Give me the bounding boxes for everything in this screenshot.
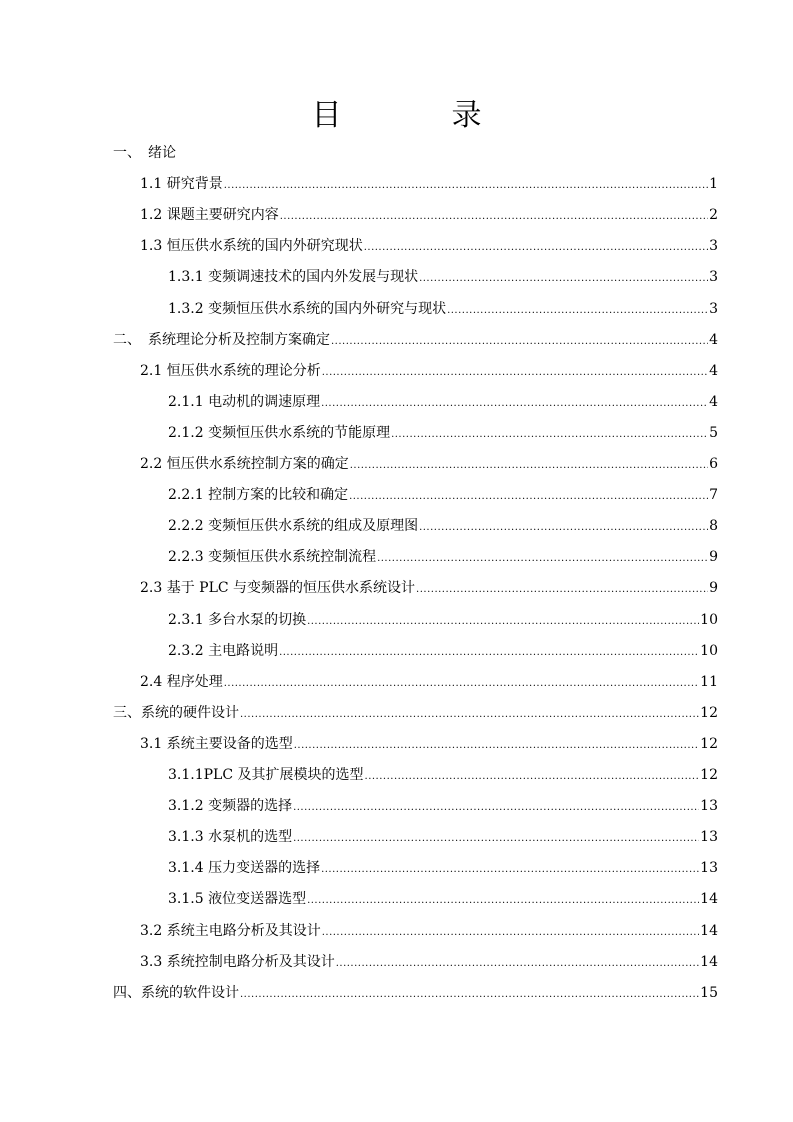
toc-page-number: 9 xyxy=(709,580,718,597)
toc-entry[interactable] xyxy=(168,641,718,661)
toc-dot-leader xyxy=(321,394,708,414)
toc-entry[interactable] xyxy=(140,236,718,256)
toc-page-number: 7 xyxy=(709,487,718,504)
toc-page-number: 9 xyxy=(709,549,718,566)
toc-page-number: 14 xyxy=(700,922,718,939)
toc-entry[interactable] xyxy=(168,858,718,878)
toc-entry-label: 1.3 恒压供水系统的国内外研究现状 xyxy=(140,238,363,255)
toc-page-number: 13 xyxy=(700,798,718,815)
toc-entry-label: 2.3.2 主电路说明 xyxy=(168,642,279,659)
toc-dot-leader xyxy=(307,612,699,632)
toc-entry-label: 1.2 课题主要研究内容 xyxy=(140,207,279,224)
toc-entry-label: 3.2 系统主电路分析及其设计 xyxy=(140,922,321,939)
toc-page-number: 3 xyxy=(709,269,718,286)
toc-page-number: 1 xyxy=(709,176,718,193)
toc-entry[interactable] xyxy=(168,765,718,785)
toc-entry-label: 3.1.1PLC 及其扩展模块的选型 xyxy=(168,767,364,783)
toc-entry-label: 3.1 系统主要设备的选型 xyxy=(140,735,293,752)
toc-page-number: 14 xyxy=(700,891,718,908)
toc-dot-leader xyxy=(419,518,708,538)
toc-dot-leader xyxy=(364,238,708,258)
toc-entry-label: 3.1.2 变频器的选择 xyxy=(168,798,293,815)
toc-page-number: 11 xyxy=(700,673,718,690)
toc-dot-leader xyxy=(322,923,699,943)
toc-entry-label: 2.1.1 电动机的调速原理 xyxy=(168,393,321,410)
toc-entry-label: 2.1 恒压供水系统的理论分析 xyxy=(140,362,321,379)
toc-entry-label: 三、系统的硬件设计 xyxy=(113,704,239,721)
toc-entry[interactable] xyxy=(140,672,718,692)
toc-dot-leader xyxy=(321,860,699,880)
toc-dot-leader xyxy=(293,829,699,849)
toc-dot-leader xyxy=(279,643,699,663)
toc-entry-label: 2.1.2 变频恒压供水系统的节能原理 xyxy=(168,424,391,441)
toc-entry-label: 3.1.3 水泵机的选型 xyxy=(168,829,293,846)
toc-dot-leader xyxy=(331,332,708,352)
toc-dot-leader xyxy=(224,674,699,694)
toc-entry[interactable] xyxy=(168,423,718,443)
toc-dot-leader xyxy=(391,425,708,445)
toc-entry[interactable] xyxy=(168,889,718,909)
toc-dot-leader xyxy=(322,363,708,383)
toc-dot-leader xyxy=(240,705,699,725)
toc-entry[interactable] xyxy=(140,205,718,225)
toc-entry-label: 一、 绪论 xyxy=(113,145,176,161)
toc-entry[interactable] xyxy=(140,921,718,941)
toc-dot-leader xyxy=(280,207,708,227)
toc-entry-label: 2.4 程序处理 xyxy=(140,673,223,690)
toc-dot-leader xyxy=(224,176,708,196)
toc-entry[interactable] xyxy=(168,610,718,630)
toc-entry[interactable] xyxy=(168,516,718,536)
toc-page-number: 13 xyxy=(700,829,718,846)
toc-page-number: 4 xyxy=(709,331,718,348)
toc-entry-label: 3.3 系统控制电路分析及其设计 xyxy=(140,953,335,970)
toc-entry-label: 2.3 基于 PLC 与变频器的恒压供水系统设计 xyxy=(140,580,416,597)
toc-dot-leader xyxy=(240,985,699,1005)
toc-dot-leader xyxy=(293,798,699,818)
toc-entry[interactable] xyxy=(168,796,718,816)
toc-page-number: 6 xyxy=(709,456,718,472)
toc-page-number: 8 xyxy=(709,518,718,535)
toc-dot-leader xyxy=(336,954,699,974)
toc-entry[interactable] xyxy=(113,983,718,1003)
toc-entry-label: 2.3.1 多台水泵的切换 xyxy=(168,611,307,628)
toc-entry-label: 1.3.2 变频恒压供水系统的国内外研究与现状 xyxy=(168,300,447,317)
toc-entry-label: 二、 系统理论分析及控制方案确定 xyxy=(113,331,330,348)
toc-page-number: 4 xyxy=(709,393,718,410)
toc-dot-leader xyxy=(349,487,708,507)
toc-page-number: 3 xyxy=(709,300,718,317)
toc-dot-leader xyxy=(350,456,708,476)
toc-page-number: 13 xyxy=(700,860,718,877)
toc-entry-label: 1.3.1 变频调速技术的国内外发展与现状 xyxy=(168,269,419,286)
toc-entry[interactable] xyxy=(168,267,718,287)
toc-page-number: 14 xyxy=(700,953,718,970)
page-title: 目 录 xyxy=(311,98,522,133)
toc-page-number: 12 xyxy=(700,767,718,783)
toc-entry-label: 2.2.2 变频恒压供水系统的组成及原理图 xyxy=(168,518,419,535)
toc-entry[interactable] xyxy=(113,143,718,163)
toc-page-number: 15 xyxy=(700,984,718,1001)
toc-entry[interactable] xyxy=(140,578,718,598)
toc-entry[interactable] xyxy=(140,734,718,754)
toc-entry[interactable] xyxy=(113,330,718,350)
toc-entry-label: 3.1.5 液位变送器选型 xyxy=(168,891,307,908)
toc-entry-label: 1.1 研究背景 xyxy=(140,176,223,193)
toc-entry[interactable] xyxy=(140,952,718,972)
toc-dot-leader xyxy=(307,891,699,911)
toc-dot-leader xyxy=(419,269,708,289)
toc-entry[interactable] xyxy=(140,454,718,474)
toc-entry[interactable] xyxy=(113,703,718,723)
toc-page-number: 12 xyxy=(700,704,718,721)
toc-page-number: 12 xyxy=(700,735,718,752)
toc-entry[interactable] xyxy=(168,299,718,319)
toc-entry-label: 2.2 恒压供水系统控制方案的确定 xyxy=(140,456,349,472)
toc-page-number: 4 xyxy=(709,362,718,379)
toc-dot-leader xyxy=(377,549,708,569)
toc-dot-leader xyxy=(365,767,700,787)
toc-dot-leader xyxy=(294,736,699,756)
toc-entry[interactable] xyxy=(168,485,718,505)
toc-dot-leader xyxy=(447,301,708,321)
toc-page-number: 10 xyxy=(700,611,718,628)
toc-entry[interactable] xyxy=(168,827,718,847)
toc-entry[interactable] xyxy=(140,174,718,194)
toc-page-number: 5 xyxy=(709,424,718,441)
toc-entry-label: 四、系统的软件设计 xyxy=(113,984,239,1001)
toc-entry[interactable] xyxy=(168,547,718,567)
toc-dot-leader xyxy=(416,580,708,600)
toc-page-number: 3 xyxy=(709,238,718,255)
toc-page-number: 10 xyxy=(700,642,718,659)
toc-entry-label: 2.2.3 变频恒压供水系统控制流程 xyxy=(168,549,377,566)
toc-entry-label: 3.1.4 压力变送器的选择 xyxy=(168,860,321,877)
toc-entry[interactable] xyxy=(168,392,718,412)
toc-entry-label: 2.2.1 控制方案的比较和确定 xyxy=(168,487,349,504)
toc-page-number: 2 xyxy=(709,207,718,224)
toc-entry[interactable] xyxy=(140,361,718,381)
